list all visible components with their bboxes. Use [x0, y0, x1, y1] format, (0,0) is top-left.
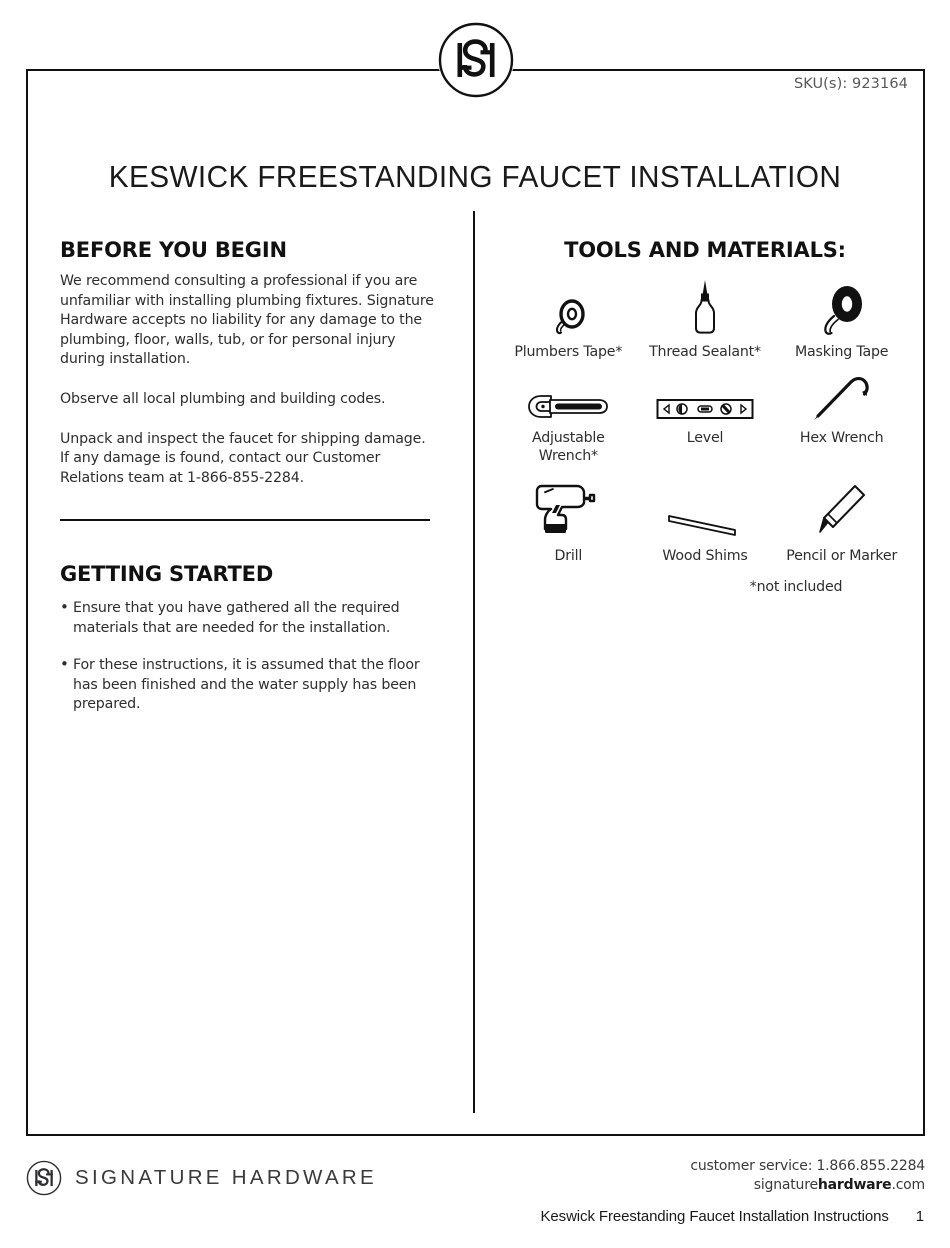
list-item: • Ensure that you have gathered all the required materials that are needed for the installation. — [60, 599, 435, 638]
tape-roll-icon — [546, 278, 590, 336]
tool-label: Wood Shims — [662, 547, 748, 564]
tool-item-plumbers-tape — [500, 278, 637, 362]
tools-row — [500, 278, 910, 362]
signature-hardware-logo-footer — [26, 1160, 62, 1196]
list-item: • For these instructions, it is assumed that the floor has been finished and the water supply has been prepared. — [60, 656, 435, 715]
tool-item-wood-shims — [637, 482, 774, 566]
tool-item-thread-sealant — [637, 278, 774, 362]
before-you-begin-paragraph: Observe all local plumbing and building codes. — [60, 390, 386, 407]
footer-contact-block — [690, 1157, 925, 1195]
tool-label: Pencil or Marker — [786, 547, 898, 564]
tool-item-hex-wrench — [773, 376, 910, 466]
column-divider — [473, 211, 475, 1113]
hex-wrench-icon — [811, 376, 873, 422]
level-icon — [656, 376, 754, 422]
tool-item-pencil — [773, 482, 910, 566]
tool-label: Masking Tape — [794, 344, 889, 360]
sku-label: SKU(s): 923164 — [793, 76, 908, 92]
signature-hardware-logo-header — [438, 22, 514, 98]
tool-label: Drill — [554, 547, 583, 564]
tool-item-drill — [500, 482, 637, 566]
tool-item-adjustable-wrench — [500, 376, 637, 466]
pencil-icon — [814, 482, 870, 540]
website-bold: hardware — [817, 1177, 892, 1193]
footer-brand-lockup — [26, 1160, 377, 1196]
footer-brand-name: SIGNATURE HARDWARE — [75, 1166, 377, 1189]
before-you-begin-section — [60, 238, 435, 488]
getting-started-list — [60, 599, 435, 715]
tools-row — [500, 376, 910, 466]
document-name: Keswick Freestanding Faucet Installation Instructions — [540, 1208, 889, 1225]
customer-service-line: customer service: 1.866.855.2284 — [690, 1158, 925, 1174]
footer-document-line — [541, 1208, 924, 1225]
adjustable-wrench-icon — [525, 376, 611, 422]
before-you-begin-paragraph: We recommend consulting a professional if you are unfamiliar with installing plumbing fixtures. Signature Hardware accepts no liability for any damage to the plumbing, floor, walls, tub, or for personal injury during installation. — [60, 273, 434, 368]
getting-started-section — [60, 562, 435, 715]
tool-label: Hex Wrench — [799, 429, 884, 446]
page-number: 1 — [915, 1208, 924, 1225]
before-you-begin-heading: BEFORE YOU BEGIN — [60, 238, 287, 262]
page-title: KESWICK FREESTANDING FAUCET INSTALLATION — [108, 158, 842, 194]
masking-tape-icon — [813, 278, 871, 336]
website-line — [690, 1176, 925, 1195]
website-suffix: .com — [891, 1177, 925, 1193]
tool-label: Level — [686, 429, 724, 446]
website-prefix: signature — [753, 1177, 818, 1193]
tools-row — [500, 482, 910, 566]
not-included-footnote: *not included — [749, 579, 843, 595]
before-you-begin-paragraph: Unpack and inspect the faucet for shipping damage. If any damage is found, contact our Customer Relations team at 1-866-855-2284. — [60, 430, 426, 486]
tool-label: Thread Sealant* — [649, 344, 761, 360]
wood-shim-icon — [663, 482, 747, 540]
section-divider-rule — [60, 519, 430, 521]
tools-and-materials-heading: TOOLS AND MATERIALS: — [564, 238, 846, 262]
sealant-bottle-icon — [686, 278, 724, 336]
tool-item-masking-tape — [773, 278, 910, 362]
tool-label: Plumbers Tape* — [514, 344, 623, 360]
tool-label: Adjustable Wrench* — [531, 429, 605, 464]
drill-icon — [532, 482, 604, 540]
tool-item-level — [637, 376, 774, 466]
getting-started-heading: GETTING STARTED — [60, 562, 274, 586]
tools-and-materials-section — [500, 238, 910, 595]
